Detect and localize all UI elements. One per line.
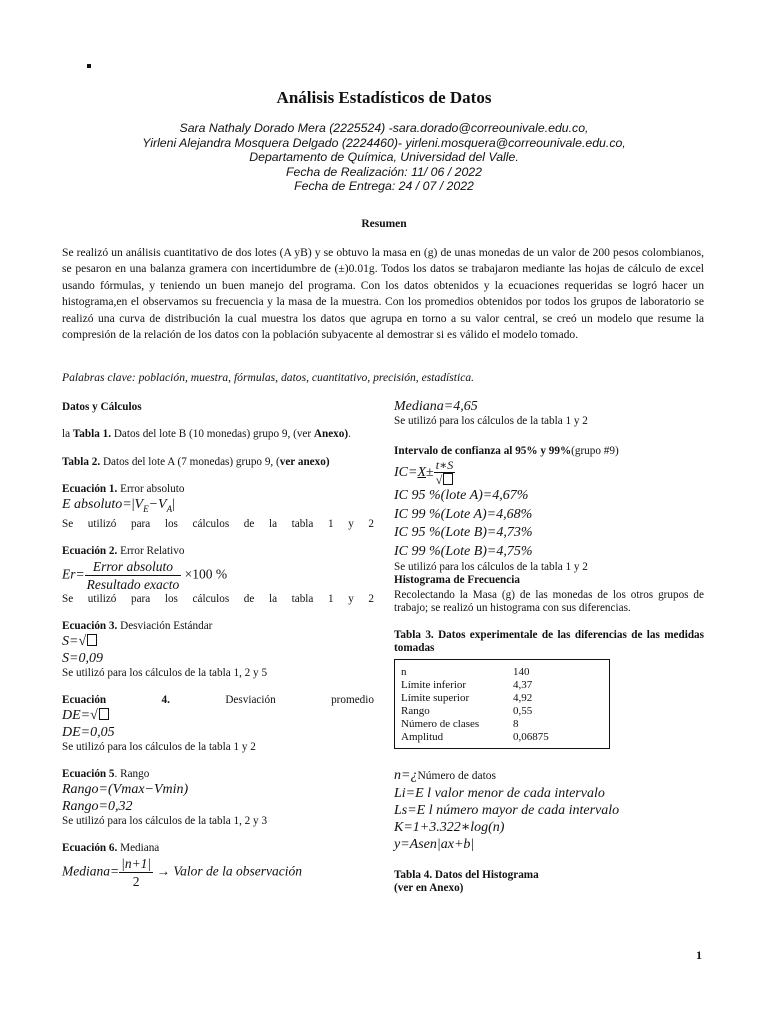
eq3-value: S=0,09 (62, 650, 103, 666)
placeholder-box-icon (99, 708, 109, 720)
tabla1-pre: la (62, 428, 73, 440)
author-line-1: Sara Nathaly Dorado Mera (2225524) -sara.dorado@correounivale.edu.co, (179, 121, 589, 135)
right-column (394, 398, 704, 895)
def-n-text: Número de datos (417, 770, 497, 782)
eq2-note: Se utilizó para los cálculos de la tabla 1 y 2 (62, 592, 374, 605)
ci-x: X (417, 465, 427, 481)
table3-label-cell: Rango (401, 705, 430, 717)
tabla1-label: Tabla 1. (72, 428, 112, 440)
table3-label-cell: Límite superior (401, 692, 470, 704)
table3-label-cell: n (401, 666, 407, 678)
eq4-value: DE=0,05 (62, 724, 115, 740)
eq3-label: Ecuación 3. (62, 619, 118, 632)
eq2-numerator: Error absoluto (85, 558, 182, 576)
eq3-name: Desviación Estándar (117, 619, 213, 632)
paper-title: Análisis Estadísticos de Datos (276, 88, 492, 107)
table3-row (395, 705, 555, 718)
section-heading-datos: Datos y Cálculos (62, 401, 142, 413)
author-block (0, 121, 768, 194)
eq1-heading (62, 483, 374, 496)
ci-note: Se utilizó para los cálculos de la tabla 1 y 2 (394, 561, 588, 573)
table3-row (395, 666, 555, 679)
ci-numerator: t∗S (434, 459, 456, 473)
author-line-2: Yirleni Alejandra Mosquera Delgado (2224460)- yirleni.mosquera@correounivale.edu.co, (142, 135, 626, 150)
left-column (62, 401, 374, 890)
eq2-name: Error Relativo (117, 544, 185, 557)
eq4-label-b: 4. (161, 693, 170, 706)
table3-grid (395, 666, 555, 744)
eq4-note: Se utilizó para los cálculos de la tabla 1 y 2 (62, 740, 256, 753)
table3-label-cell: Amplitud (401, 731, 444, 743)
tabla2-caption (62, 456, 374, 469)
median-value: Mediana=4,65 (394, 399, 478, 414)
eq3-note: Se utilizó para los cálculos de la tabla 1, 2 y 5 (62, 666, 268, 679)
eq6-label: Ecuación 6. (62, 841, 118, 854)
table3-value-cell: 8 (513, 718, 519, 730)
eq5-note: Se utilizó para los cálculos de la tabla 1, 2 y 3 (62, 814, 268, 827)
eq1-formula: E $absoluto=|V_E-V_A|$ (62, 497, 175, 514)
tabla1-caption (62, 428, 374, 441)
ci-heading-text: Intervalo de confianza al 95% y 99% (394, 445, 572, 457)
table3-caption (394, 629, 704, 655)
eq4-name-b: promedio (331, 693, 374, 706)
ci-denominator (434, 473, 456, 487)
def-n-symbol: n=¿ (394, 768, 418, 783)
bullet-marker (87, 64, 91, 68)
table3-value-cell: 4,37 (513, 679, 533, 691)
eq4-label-a: Ecuación (62, 693, 107, 706)
ci-formula (394, 459, 704, 487)
tabla2-label: Tabla 2. (62, 456, 101, 468)
table3-row (395, 731, 555, 744)
abstract-text: Se realizó un análisis cuantitativo de dos lotes (A yB) y se obtuvo la masa en (g) de unas monedas de un valor de 200 pesos colombianos, se pesaron en una balanza gramera con incertidumbre de (±)0.01g. Todos los datos se trabajaron mediante las hojas de cálculo de excel usando fórmulas, y teniendo un buen manejo del programa. Con los datos obtenidos y la ecuaciones requeridas se logró hacer un histograma,en el observamos su frecuencia y la masa de la muestra. Con los promedios obtenidos por todos los grupos de laboratorio se realizó una curva de distribución la cual muestra los datos que agrupa en torno a su valor central, se creó un modelo que resume la compresión de la relación de los datos con la población subyacente al demostrar si es válido el modelo tomado. (62, 246, 704, 342)
eq4-formula (62, 707, 374, 724)
table3-row (395, 718, 555, 731)
ci-group: (grupo #9) (571, 445, 619, 457)
eq1-sub-e: E (143, 503, 149, 514)
date-delivery: Fecha de Entrega: 24 / 07 / 2022 (294, 179, 474, 193)
eq1-lhs: E absoluto= (62, 497, 132, 512)
eq3-formula (62, 633, 374, 650)
eq6-lhs: Mediana= (62, 863, 120, 879)
eq1-sub-a: A (166, 503, 173, 514)
table3-label-cell: Número de clases (401, 718, 480, 730)
tabla2-anexo: ver anexo) (279, 456, 330, 468)
eq2-fraction (85, 558, 182, 593)
ci-row-4: IC 99 %(Lote B)=4,75% (394, 543, 533, 559)
def-n (394, 767, 704, 785)
eq1-ve: V (134, 497, 144, 512)
def-k: K=1+3.322∗log(n) (394, 820, 505, 835)
table4-anexo: (ver en Anexo) (394, 882, 464, 894)
eq2-denominator: Resultado exacto (86, 576, 180, 592)
eq5-label: Ecuación 5 (62, 767, 115, 780)
table3-value-cell: 0,55 (513, 705, 533, 717)
eq5-heading (62, 768, 374, 781)
eq1-minus: −V (148, 497, 167, 512)
table4-label: Tabla 4. Datos del Histograma (394, 869, 539, 881)
eq2-lhs: Er= (62, 566, 85, 582)
eq4-name-a: Desviación (225, 693, 276, 706)
tabla1-anexo: Anexo) (313, 428, 349, 440)
ci-lhs: IC= (394, 465, 418, 481)
eq6-formula (62, 855, 374, 890)
tabla1-text: Datos del lote B (10 monedas) grupo 9, (ver (111, 428, 314, 440)
eq3-formula-text: S=√ (62, 633, 87, 649)
table3-value-cell: 140 (513, 666, 530, 678)
def-ls: Ls=E l número mayor de cada intervalo (394, 803, 620, 818)
eq6-denominator: 2 (132, 873, 140, 889)
eq5-formula: Rango=(Vmax−Vmin) (62, 781, 189, 797)
ci-fraction (434, 459, 456, 487)
table3-value-cell: 4,92 (513, 692, 533, 704)
page-number: 1 (696, 948, 702, 962)
affiliation: Departamento de Química, Universidad del Valle. (249, 150, 519, 164)
median-note: Se utilizó para los cálculos de la tabla 1 y 2 (394, 415, 588, 427)
ci-den-sqrt: √ (435, 473, 443, 487)
eq6-numerator: |n+1| (121, 855, 152, 871)
eq6-rhs: → Valor de la observación (156, 863, 303, 879)
eq6-heading (62, 842, 374, 855)
table3-title: . Datos experimentale de las diferencias de las medidas tomadas (394, 629, 704, 654)
table3-value-cell: 0,06875 (513, 731, 549, 743)
hist-text: Recolectando la Masa (g) de las monedas de los otros grupos de trabajo; se realizó un histograma con sus diferencias. (394, 589, 704, 614)
eq5-value: Rango=0,32 (62, 798, 133, 814)
ci-row-2: IC 99 %(Lote A)=4,68% (394, 506, 533, 522)
ci-row-3: IC 95 %(Lote B)=4,73% (394, 525, 533, 540)
table3-row (395, 679, 555, 692)
eq3-heading (62, 620, 374, 633)
eq6-name: Mediana (117, 841, 160, 854)
hist-heading: Histograma de Frecuencia (394, 574, 520, 586)
placeholder-box-icon (87, 634, 97, 646)
table3-row (395, 692, 555, 705)
table3 (394, 659, 610, 749)
eq5-name: . Rango (114, 767, 150, 780)
abstract-heading: Resumen (361, 218, 407, 230)
tabla1-end: . (348, 428, 351, 440)
table3-label-cell: Límite inferior (401, 679, 467, 691)
eq1-label: Ecuación 1. (62, 483, 118, 495)
ci-pm: ± (426, 465, 434, 481)
ci-heading (394, 445, 704, 458)
placeholder-box-icon (443, 473, 453, 485)
ci-row-1: IC 95 %(lote A)=4,67% (394, 488, 529, 503)
eq2-formula (62, 558, 374, 593)
eq1-note: Se utilizó para los cálculos de la tabla 1 y 2 (62, 517, 374, 530)
eq4-heading (62, 694, 374, 707)
def-y: y=Asen|ax+b| (394, 837, 475, 852)
eq2-heading (62, 545, 374, 558)
def-li: Li=E l valor menor de cada intervalo (394, 786, 605, 801)
eq2-label: Ecuación 2. (62, 544, 118, 557)
table3-label: Tabla 3 (394, 629, 431, 641)
date-realization: Fecha de Realización: 11/ 06 / 2022 (286, 164, 482, 179)
eq1-name: Error absoluto (117, 483, 185, 495)
keywords: Palabras clave: población, muestra, fórmulas, datos, cuantitativo, precisión, estadística. (62, 371, 475, 384)
eq6-fraction (119, 855, 153, 890)
eq2-rhs: ×100 % (184, 566, 228, 582)
eq4-formula-text: DE=√ (62, 707, 98, 723)
tabla2-text: Datos del lote A (7 monedas) grupo 9, ( (100, 456, 280, 468)
